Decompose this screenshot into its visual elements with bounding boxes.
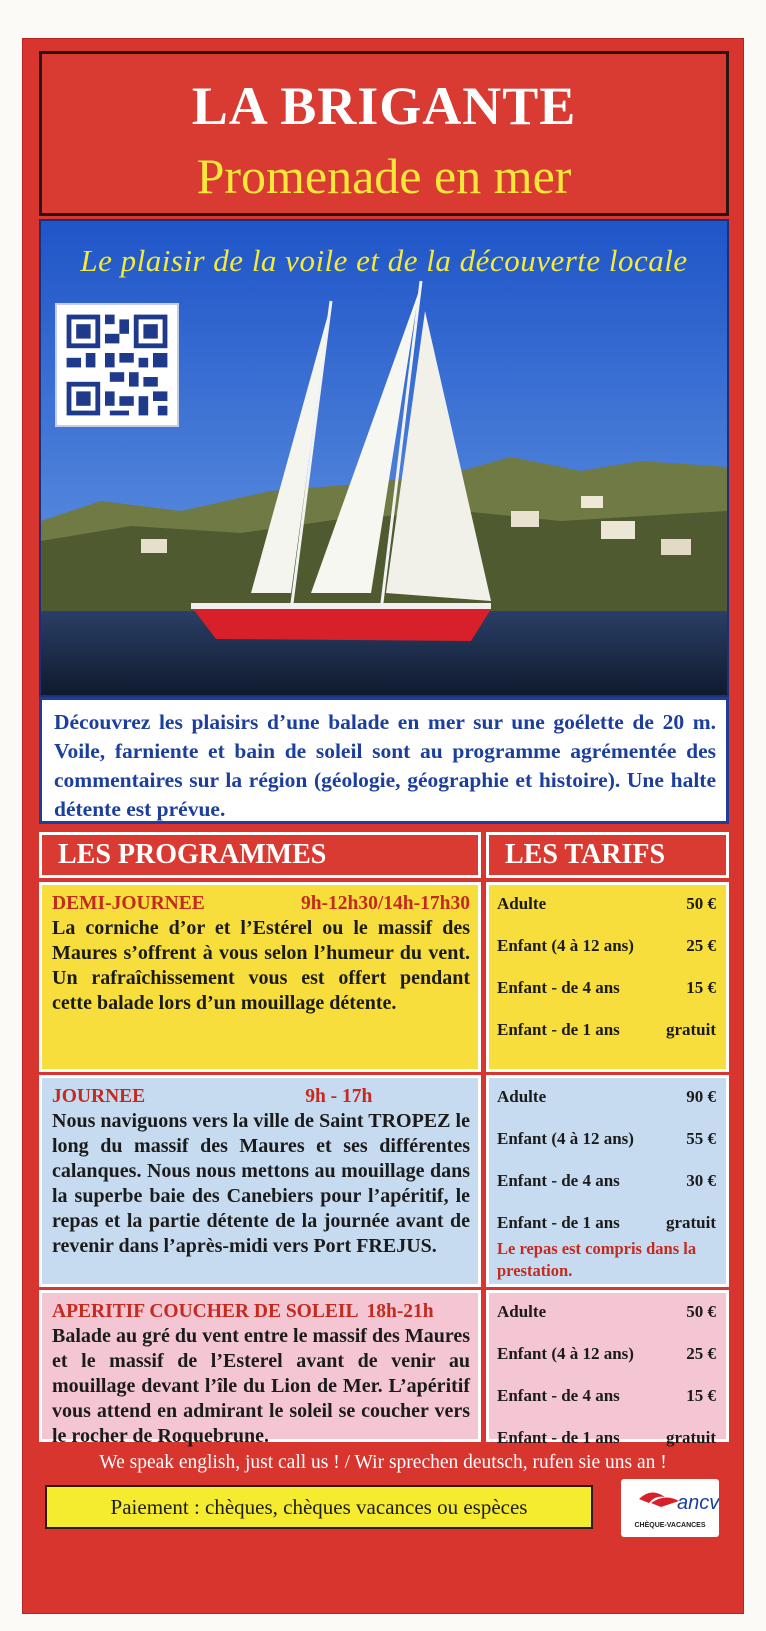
tarif-row [497, 1124, 716, 1166]
program-time: 9h - 17h [305, 1086, 373, 1107]
tarif-label: Enfant (4 à 12 ans) [497, 1129, 634, 1148]
program-text: La corniche d’or et l’Estérel ou le massif des Maures s’offrent à vous selon l’humeur du vent. Un rafraîchissement vous est offert pendant cette balade lors d’un mouillage détente. [52, 917, 470, 1014]
header-banner [39, 51, 729, 216]
tarif-price: 30 € [686, 1171, 716, 1190]
tarifs-demi-journee [486, 882, 729, 1072]
page-subtitle: Promenade en mer [196, 148, 572, 204]
ancv-logo [621, 1479, 719, 1537]
program-aperitif [39, 1290, 481, 1447]
program-title-row [52, 1299, 470, 1324]
tarif-row [497, 889, 716, 931]
tarif-label: Enfant - de 4 ans [497, 1386, 620, 1405]
tarif-row [497, 931, 716, 973]
program-title-row [52, 1084, 470, 1109]
tarifs-aperitif [486, 1290, 729, 1447]
tarif-price: 50 € [686, 894, 716, 913]
tarif-row [497, 973, 716, 1015]
tarif-row [497, 1015, 716, 1057]
flyer-sheet [22, 38, 744, 1614]
tarifs-journee [486, 1075, 729, 1287]
tarif-label: Enfant - de 1 ans [497, 1428, 620, 1447]
languages-note: We speak english, just call us ! / Wir sprechen deutsch, rufen sie uns an ! [99, 1452, 667, 1473]
tarif-price: gratuit [665, 1428, 716, 1447]
qr-code-icon [57, 305, 177, 425]
tarif-price: 15 € [686, 978, 716, 997]
tarif-row [497, 1381, 716, 1423]
tarif-label: Enfant - de 4 ans [497, 1171, 620, 1190]
program-name: JOURNEE [52, 1086, 146, 1107]
page-title: LA BRIGANTE [191, 76, 577, 136]
payment-box: Paiement : chèques, chèques vacances ou espèces [45, 1485, 593, 1529]
tarif-price: gratuit [665, 1020, 716, 1039]
programmes-heading: LES PROGRAMMES [39, 832, 481, 878]
tarif-price: 90 € [686, 1087, 716, 1106]
tarif-label: Enfant - de 1 ans [497, 1213, 620, 1232]
tarif-label: Enfant - de 4 ans [497, 978, 620, 997]
tagline: Le plaisir de la voile et de la découverte locale [80, 243, 688, 278]
tarif-note: Le repas est compris dans la prestation. [497, 1239, 697, 1280]
tarif-label: Enfant - de 1 ans [497, 1020, 620, 1039]
sailboat-illustration [41, 221, 727, 695]
program-journee [39, 1075, 481, 1287]
program-title-row [52, 891, 470, 916]
program-demi-journee [39, 882, 481, 1072]
tarif-row [497, 1082, 716, 1124]
program-time: 9h-12h30/14h-17h30 [300, 893, 470, 914]
qr-code[interactable] [55, 303, 179, 427]
tarif-label: Adulte [497, 894, 547, 913]
tarif-price: 50 € [686, 1302, 716, 1321]
ancv-logo-subtext: CHÈQUE-VACANCES [634, 1522, 706, 1529]
tarif-label: Enfant (4 à 12 ans) [497, 1344, 634, 1363]
program-name: APERITIF COUCHER DE SOLEIL [52, 1301, 359, 1322]
ancv-logo-text: ancv [677, 1492, 719, 1514]
tarif-price: 55 € [686, 1129, 716, 1148]
tarif-label: Enfant (4 à 12 ans) [497, 936, 634, 955]
tarif-row [497, 1166, 716, 1208]
program-text: Balade au gré du vent entre le massif des Maures et le massif de l’Esterel avant de venir au mouillage devant l’île du Lion de Mer. L’apéritif vous attend en admirant le soleil se coucher vers le rocher de Roquebrune. [52, 1325, 470, 1447]
program-text: Nous naviguons vers la ville de Saint TROPEZ le long du massif des Maures et ses différentes calanques. Nous nous mettons au mouillage dans la superbe baie des Canebiers pour l’apéritif, le repas et la partie détente de la journée avant de revenir dans l’après-midi vers Port FREJUS. [52, 1110, 470, 1257]
description-box: Découvrez les plaisirs d’une balade en mer sur une goélette de 20 m. Voile, farniente et bain de soleil sont au programme agrémentée des commentaires sur la région (géologie, géographie et histoire). Une halte détente est prévue. [39, 697, 729, 824]
tarif-row [497, 1297, 716, 1339]
ancv-bird-icon [621, 1479, 719, 1537]
tarif-price: 25 € [686, 936, 716, 955]
tarif-price: gratuit [665, 1213, 716, 1232]
sailboat-photo [39, 219, 729, 697]
tarif-label: Adulte [497, 1087, 547, 1106]
program-time: 18h-21h [366, 1301, 434, 1322]
tarif-label: Adulte [497, 1302, 547, 1321]
tarif-price: 25 € [686, 1344, 716, 1363]
tarifs-heading: LES TARIFS [486, 832, 729, 878]
tarif-row [497, 1339, 716, 1381]
tarif-price: 15 € [686, 1386, 716, 1405]
program-name: DEMI-JOURNEE [52, 893, 205, 914]
